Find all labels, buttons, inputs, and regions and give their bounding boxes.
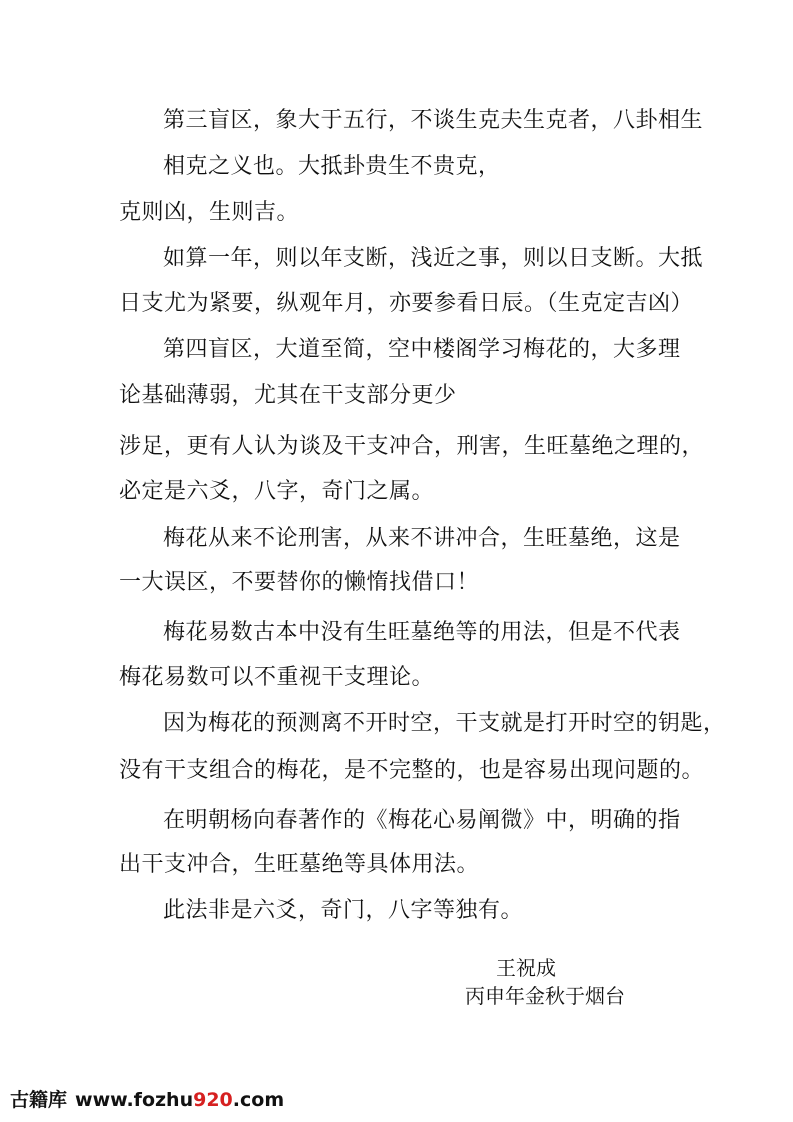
text-line: 没有干支组合的梅花，是不完整的，也是容易出现问题的。 bbox=[119, 758, 705, 783]
text-line: 克则凶，生则吉。 bbox=[119, 200, 300, 225]
text-line: 出干支冲合，生旺墓绝等具体用法。 bbox=[119, 852, 480, 877]
text-line: 第三盲区，象大于五行，不谈生克夫生克者，八卦相生 bbox=[163, 108, 704, 133]
text-line: 如算一年，则以年支断，浅近之事，则以日支断。大抵 bbox=[163, 246, 704, 271]
text-line: 必定是六爻，八字，奇门之属。 bbox=[119, 479, 435, 504]
footer-url-prefix: www.fozhu bbox=[75, 1089, 194, 1111]
text-line: 涉足，更有人认为谈及干支冲合，刑害，生旺墓绝之理的， bbox=[119, 434, 705, 459]
footer-url[interactable] bbox=[75, 1089, 284, 1111]
text-line: 梅花从来不论刑害，从来不讲冲合，生旺墓绝，这是 bbox=[163, 526, 681, 551]
text-line: 第四盲区，大道至简，空中楼阁学习梅花的，大多理 bbox=[163, 337, 681, 362]
text-line: 梅花易数可以不重视干支理论。 bbox=[119, 665, 435, 690]
text-line: 此法非是六爻，奇门，八字等独有。 bbox=[163, 898, 524, 923]
text-line: 一大误区，不要替你的懒惰找借口！ bbox=[119, 570, 480, 595]
text-line: 论基础薄弱，尤其在干支部分更少 bbox=[119, 383, 457, 408]
signature-name: 王祝成 bbox=[496, 956, 556, 980]
text-line: 日支尤为紧要，纵观年月，亦要参看日辰。（生克定吉凶） bbox=[119, 291, 694, 316]
text-line: 梅花易数古本中没有生旺墓绝等的用法，但是不代表 bbox=[163, 620, 681, 645]
text-line: 相克之义也。大抵卦贵生不贵克， bbox=[163, 154, 501, 179]
watermark-footer bbox=[10, 1086, 284, 1114]
footer-url-accent: 920 bbox=[193, 1089, 233, 1111]
text-line: 在明朝杨向春著作的《梅花心易阐微》中，明确的指 bbox=[163, 808, 681, 833]
footer-brand: 古籍库 bbox=[10, 1089, 68, 1111]
footer-url-suffix: .com bbox=[232, 1089, 285, 1111]
signature-date-place: 丙申年金秋于烟台 bbox=[465, 984, 625, 1008]
text-line: 因为梅花的预测离不开时空，干支就是打开时空的钥匙， bbox=[163, 711, 726, 736]
